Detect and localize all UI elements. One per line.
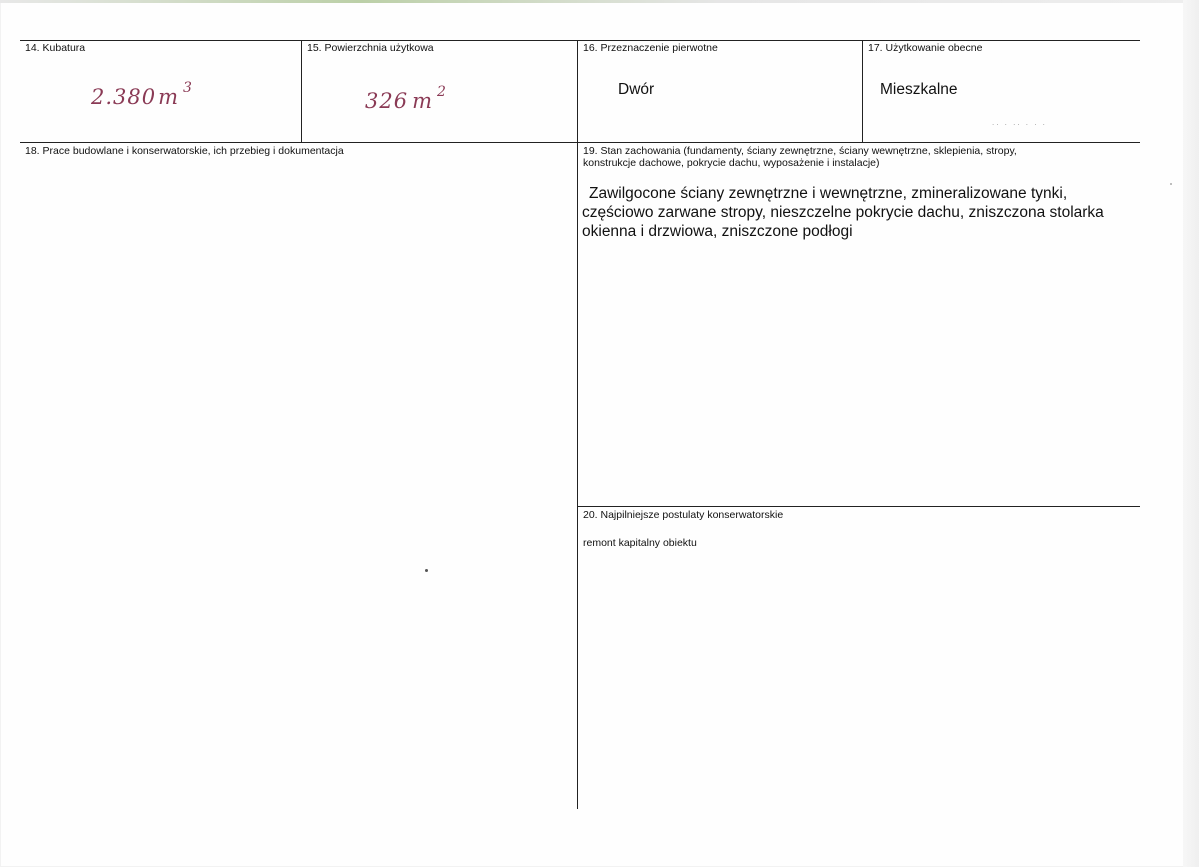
paper-speck (1170, 183, 1172, 185)
field-15-label: 15. Powierzchnia użytkowa (307, 42, 434, 54)
field-19-label: 19. Stan zachowania (fundamenty, ściany zewnętrzne, ściany wewnętrzne, sklepienia, stropy, konstrukcje dachowe, pokrycie dachu, wyposażenie i instalacje) (583, 145, 1017, 169)
col-divider-3 (862, 40, 863, 142)
field-19-value: Zawilgocone ściany zewnętrzne i wewnętrzne, zmineralizowane tynki, częściowo zarwane stropy, nieszczelne pokrycie dachu, zniszczona stolarka okienna i drzwiowa, zniszczone podłogi (582, 185, 1104, 240)
field-16-label: 16. Przeznaczenie pierwotne (583, 42, 718, 54)
row-divider-2 (578, 506, 1140, 507)
col-divider-2 (577, 40, 578, 809)
field-20-label: 20. Najpilniejsze postulaty konserwatorskie (583, 509, 784, 521)
field-18-label: 18. Prace budowlane i konserwatorskie, ich przebieg i dokumentacja (25, 145, 344, 157)
field-14-label: 14. Kubatura (25, 42, 86, 54)
field-16-value: Dwór (618, 81, 655, 98)
field-14-unit: m (158, 85, 180, 109)
field-15-exponent: 2 (437, 84, 447, 100)
field-17-value: Mieszkalne (880, 81, 958, 98)
card-right-edge (1183, 0, 1199, 867)
field-17-label: 17. Użytkowanie obecne (868, 42, 983, 54)
row-divider-1 (20, 142, 1140, 143)
field-14-value: 2.380 (91, 85, 157, 109)
col-divider-1 (301, 40, 302, 142)
field-15-handwritten-value (365, 84, 447, 113)
field-20-value: remont kapitalny obiektu (583, 537, 697, 549)
card-top-edge (0, 0, 1199, 3)
field-14-exponent: 3 (183, 80, 193, 96)
field-15-value: 326 (365, 89, 409, 113)
top-rule (20, 40, 1140, 41)
field-14-handwritten-value (91, 80, 193, 109)
field-15-unit: m (412, 89, 434, 113)
faint-dots: .. . .. . . . (992, 118, 1047, 127)
paper-speck (425, 569, 428, 572)
